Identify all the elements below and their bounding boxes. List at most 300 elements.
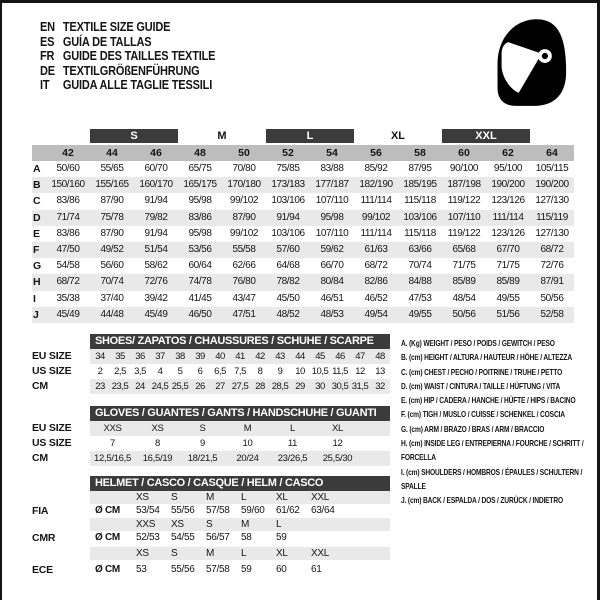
helmet-size-value: 59 [241, 564, 252, 575]
spacer [32, 518, 90, 531]
measure-value: 49/52 [100, 243, 124, 255]
measure-row-f [32, 242, 574, 258]
shoe-size-value: 6,5 [214, 366, 226, 377]
shoe-size-value: 41 [235, 351, 245, 362]
measure-value: 39/42 [144, 292, 168, 304]
textile-size-table [32, 129, 574, 323]
helmet-size-value: 55/56 [171, 564, 195, 575]
shoe-size-value: 10,5 [311, 366, 329, 377]
language-title: GUIDE DES TAILLES TEXTILE [62, 49, 216, 64]
helmet-size-value: 61/62 [276, 505, 300, 516]
measure-value: 79/82 [144, 211, 168, 223]
measure-value: 53/56 [188, 243, 212, 255]
measure-value: 71/74 [56, 211, 80, 223]
diameter-unit-label: Ø CM [95, 564, 120, 575]
numeric-size: 58 [414, 147, 426, 159]
measure-value: 190/200 [535, 179, 569, 191]
measure-value: 85/92 [364, 163, 388, 174]
measure-value: 72/76 [144, 276, 168, 288]
measure-value: 68/72 [540, 243, 564, 255]
glove-size-value: 12 [332, 438, 343, 449]
values-strip [90, 531, 390, 545]
language-title: GUIDA ALLE TAGLIE TESSILI [62, 78, 213, 93]
measure-value: 57/60 [276, 243, 300, 255]
measure-value: 44/48 [100, 308, 124, 320]
values-strip [90, 421, 390, 436]
sizes-strip [90, 518, 390, 531]
helmet-size-label: XS [171, 519, 184, 530]
shoe-size-value: 28 [255, 381, 265, 392]
helmet-size-value: 52/53 [136, 532, 160, 543]
helmet-size-value: 57/58 [206, 564, 230, 575]
measure-value: 177/187 [315, 179, 349, 191]
measure-value: 41/45 [188, 292, 212, 304]
measure-value: 75/78 [100, 211, 124, 223]
measure-value: 95/100 [493, 163, 523, 174]
size-col-spacer [46, 129, 90, 143]
measure-value: 90/100 [449, 163, 479, 174]
row-label: CM [32, 452, 48, 464]
measure-value: 50/56 [540, 292, 564, 304]
measure-value: 170/180 [227, 179, 261, 191]
shoe-size-value: 8 [257, 366, 263, 377]
shoes-size-table [32, 334, 390, 394]
corner-cell [32, 129, 46, 143]
measure-value: 62/66 [232, 260, 256, 272]
measure-value: 83/86 [188, 211, 212, 223]
language-code: DE [40, 63, 55, 78]
shoe-size-value: 38 [175, 351, 185, 362]
measure-value: 46/50 [188, 308, 212, 320]
glove-size-value: 12,5/16,5 [94, 453, 131, 464]
measure-value: 87/95 [408, 163, 432, 174]
helmet-size-value [311, 531, 346, 545]
shoe-size-value: 28,5 [271, 381, 289, 392]
numeric-size: 44 [106, 147, 118, 159]
values-strip [90, 451, 390, 466]
measure-value: 119/122 [447, 195, 481, 207]
measure-value: 60/64 [188, 260, 212, 272]
shoe-size-value: 30 [315, 381, 325, 392]
helmet-size-letters-row [32, 547, 390, 560]
shoe-size-value: 43 [275, 351, 285, 362]
measure-value: 58/62 [144, 260, 168, 272]
numeric-size: 52 [282, 147, 294, 159]
shoe-size-value: 2 [97, 366, 103, 377]
shoe-size-value: 39 [195, 351, 205, 362]
shoe-size-value: 44 [295, 351, 305, 362]
glove-size-value: 23/26,5 [277, 453, 308, 464]
measure-value: 91/94 [144, 227, 168, 239]
standard-label: FIA [32, 505, 49, 517]
measure-value: 84/88 [408, 276, 432, 288]
shoe-size-value: 23 [95, 381, 105, 392]
measure-value: 103/106 [271, 195, 305, 207]
shoe-size-value: 27,5 [231, 381, 249, 392]
shoe-size-value: 29 [295, 381, 305, 392]
shoe-size-value: 42 [255, 351, 265, 362]
standard-label: ECE [32, 564, 53, 576]
measure-value: 49/55 [408, 308, 432, 320]
values-strip [90, 379, 390, 394]
shoe-size-value: 34 [95, 351, 105, 362]
glove-size-value: XL [331, 423, 344, 434]
measure-value: 50/60 [56, 163, 80, 174]
diameter-unit-label: Ø CM [95, 532, 120, 543]
racing-helmet-icon [490, 16, 572, 114]
measure-value: 119/122 [447, 227, 481, 239]
numeric-size: 60 [458, 147, 470, 159]
shoe-size-value: 9 [277, 366, 283, 377]
shoe-size-value: 48 [375, 351, 385, 362]
numeric-size-row [32, 145, 574, 161]
helmet-size-value: 55/56 [171, 505, 195, 516]
language-code: EN [40, 20, 55, 34]
shoes-table-title: SHOES/ ZAPATOS / CHAUSSURES / SCHUHE / SCARPE [90, 334, 390, 349]
helmet-size-label: L [276, 519, 282, 530]
language-code: FR [40, 49, 55, 64]
measure-value: 65/75 [188, 163, 212, 174]
numeric-size: 48 [194, 147, 206, 159]
measure-value: 187/198 [447, 179, 481, 191]
shoe-size-value: 31,5 [351, 381, 369, 392]
legend-item: F. (cm) TIGH / MUSLO / CUISSE / SCHENKEL / COSCIA [401, 409, 565, 420]
glove-size-value: 20/24 [236, 453, 259, 464]
spacer [32, 476, 90, 491]
size-row [32, 421, 390, 436]
helmet-size-value: 59/60 [241, 505, 265, 516]
helmet-size-value: 63/64 [311, 505, 335, 516]
numeric-size: 62 [502, 147, 514, 159]
helmet-size-label: XS [136, 548, 149, 559]
measure-value: 63/66 [408, 243, 432, 255]
legend-item: G. (cm) ARM / BRAZO / BRAS / ARM / BRACCIO [401, 423, 545, 434]
measure-value: 99/102 [361, 211, 391, 223]
helmet-size-value: 53/54 [136, 505, 160, 516]
row-letter: B [33, 179, 41, 192]
measure-value: 150/160 [51, 179, 85, 191]
helmet-standard-row-cmr [32, 531, 390, 545]
measure-row-b [32, 177, 574, 193]
helmet-size-label: L [241, 548, 247, 559]
gloves-size-table [32, 406, 390, 466]
size-row [32, 349, 390, 364]
measure-row-e [32, 226, 574, 242]
diameter-unit-label: Ø CM [95, 505, 120, 516]
measure-value: 70/74 [100, 276, 124, 288]
measure-value: 173/183 [271, 179, 305, 191]
measure-value: 95/98 [188, 195, 212, 207]
shoe-size-value: 35 [115, 351, 125, 362]
row-letter: A [33, 163, 41, 175]
measure-value: 76/80 [232, 276, 256, 288]
measure-value: 99/102 [229, 195, 259, 207]
helmet-size-label: S [206, 519, 213, 530]
measure-value: 85/89 [452, 276, 476, 288]
measure-value: 61/63 [364, 243, 388, 255]
legend-item: H. (cm) INSIDE LEG / ENTREPIERNA / FOURCHE / SCHRITT / FORCELLA [401, 438, 584, 463]
helmet-header-row [32, 476, 390, 491]
row-label: US SIZE [32, 365, 72, 377]
glove-size-value: 18/21,5 [187, 453, 218, 464]
measure-value: 105/115 [535, 163, 569, 174]
measure-value: 66/70 [320, 260, 344, 272]
row-letter: J [33, 308, 39, 321]
shoe-size-value: 24 [135, 381, 145, 392]
values-strip [90, 349, 390, 364]
measure-row-g [32, 258, 574, 274]
language-row [40, 49, 215, 64]
size-group-m: M [217, 130, 227, 142]
shoe-size-value: 10 [295, 366, 305, 377]
size-row [32, 364, 390, 379]
glove-size-value: S [199, 423, 206, 434]
shoe-size-value: 46 [335, 351, 345, 362]
helmet-size-label: S [171, 492, 178, 503]
values-strip [90, 504, 390, 518]
shoe-size-value: 37 [155, 351, 165, 362]
measure-row-c [32, 193, 574, 209]
measure-value: 37/40 [100, 292, 124, 304]
measure-value: 45/49 [144, 308, 168, 320]
helmet-size-value: 54/55 [171, 532, 195, 543]
measure-value: 190/200 [491, 179, 525, 191]
measure-value: 70/74 [408, 260, 432, 272]
helmet-size-label: XXL [311, 492, 330, 503]
size-group-s: S [90, 129, 178, 143]
measure-value: 52/58 [540, 308, 564, 320]
size-group-row [32, 129, 574, 143]
helmet-standard-row-ece [32, 563, 390, 577]
measure-row-d [32, 210, 574, 226]
helmet-table-title: HELMET / CASCO / CASQUE / HELM / CASCO [90, 476, 390, 491]
shoe-size-value: 26 [195, 381, 205, 392]
glove-size-value: 9 [200, 438, 205, 449]
measure-value: 155/165 [95, 179, 129, 191]
glove-size-value: 7 [110, 438, 115, 449]
legend-item: B. (cm) HEIGHT / ALTURA / HAUTEUR / HÖHE / ALTEZZA [401, 352, 572, 363]
shoe-size-value: 36 [135, 351, 145, 362]
measure-value: 160/170 [139, 179, 173, 191]
helmet-size-label: S [171, 548, 178, 559]
shoe-size-value: 11,5 [332, 366, 348, 377]
measure-value: 65/68 [452, 243, 476, 255]
size-row [32, 451, 390, 466]
accessory-tables [32, 334, 390, 577]
shoe-size-value: 6 [197, 366, 203, 377]
measure-value: 51/56 [496, 308, 520, 320]
shoe-size-value: 4 [157, 366, 163, 377]
measure-value: 87/91 [540, 276, 564, 288]
legend-item: A. (Kg) WEIGHT / PESO / POIDS / GEWITCH / PESO [401, 338, 555, 348]
measure-value: 74/78 [188, 276, 212, 288]
gloves-table-title: GLOVES / GUANTES / GANTS / HANDSCHUHE / GUANTI [90, 406, 390, 421]
measure-value: 50/56 [452, 308, 476, 320]
size-col-spacer [530, 129, 574, 143]
spacer [32, 547, 90, 560]
measure-value: 45/49 [56, 308, 80, 320]
legend-item: E. (cm) HIP / CADERA / HANCHE / HÜFTE / HIPS / BACINO [401, 395, 576, 406]
measure-value: 83/86 [56, 227, 80, 239]
helmet-size-label: XL [276, 492, 288, 503]
measure-value: 127/130 [535, 227, 569, 239]
shoe-size-value: 40 [215, 351, 225, 362]
measure-value: 83/86 [56, 195, 80, 207]
measure-value: 78/82 [276, 276, 300, 288]
glove-size-value: M [243, 423, 252, 434]
measure-row-j [32, 307, 574, 323]
glove-size-value: XS [151, 423, 164, 434]
row-letter: I [33, 292, 36, 305]
row-label: CM [32, 380, 48, 392]
measure-value: 82/86 [364, 276, 388, 288]
language-title-block [40, 20, 215, 93]
shoe-size-value: 45 [315, 351, 325, 362]
measure-value: 54/58 [56, 260, 80, 272]
numeric-size: 56 [370, 147, 382, 159]
spacer [32, 334, 90, 349]
legend-item: C. (cm) CHEST / PECHO / POITRINE / TRUHE / PETTO [401, 366, 563, 377]
size-group-xl: XL [390, 130, 406, 142]
helmet-size-label: XL [276, 548, 288, 559]
row-label: EU SIZE [32, 350, 72, 362]
helmet-size-label: M [206, 492, 215, 503]
measure-value: 70/80 [232, 163, 256, 174]
spacer [32, 406, 90, 421]
measure-row-i [32, 291, 574, 307]
spacer [32, 491, 90, 504]
spacer [90, 547, 136, 561]
helmet-size-label: XXL [311, 548, 330, 559]
shoe-size-value: 3,5 [134, 366, 146, 377]
measure-value: 71/75 [452, 260, 476, 272]
measure-value: 47/50 [56, 243, 80, 255]
measure-value: 35/38 [56, 292, 80, 304]
helmet-standard-row-fia [32, 504, 390, 518]
measure-value: 87/90 [232, 211, 256, 223]
measure-value: 111/114 [360, 195, 392, 207]
helmet-size-label: L [241, 492, 247, 503]
shoe-size-value: 12 [355, 366, 365, 377]
helmet-size-value: 59 [276, 532, 287, 543]
numeric-size: 54 [326, 147, 338, 159]
measure-row-a [32, 161, 574, 177]
measure-value: 45/50 [276, 292, 300, 304]
helmet-size-value: 61 [311, 564, 322, 575]
glove-size-value: 10 [242, 438, 253, 449]
language-title: TEXTILE SIZE GUIDE [62, 20, 171, 34]
size-group-xxl: XXL [442, 129, 530, 143]
helmet-size-label: M [241, 519, 250, 530]
shoe-size-value: 2,5 [114, 366, 126, 377]
measure-value: 55/58 [232, 243, 256, 255]
measure-value: 46/52 [364, 292, 388, 304]
measure-value: 87/90 [100, 227, 124, 239]
shoe-size-value: 32 [375, 381, 385, 392]
shoe-size-value: 23,5 [111, 381, 129, 392]
measure-value: 85/89 [496, 276, 520, 288]
measure-value: 185/195 [403, 179, 437, 191]
measure-value: 68/72 [56, 276, 80, 288]
helmet-size-label: M [206, 548, 215, 559]
measure-value: 91/94 [144, 195, 168, 207]
shoe-size-value: 25,5 [171, 381, 189, 392]
glove-size-value: 11 [287, 438, 298, 449]
helmet-size-value: 57/58 [206, 505, 230, 516]
language-title: TEXTILGRÖßENFÜHRUNG [62, 63, 200, 78]
numeric-size: 46 [150, 147, 162, 159]
measure-value: 83/88 [320, 163, 344, 174]
measure-value: 99/102 [229, 227, 259, 239]
measure-value: 80/84 [320, 276, 344, 288]
glove-size-value: L [290, 423, 295, 434]
row-letter: E [33, 227, 41, 240]
measure-value: 107/110 [447, 211, 481, 223]
measure-value: 127/130 [535, 195, 569, 207]
language-title: GUÍA DE TALLAS [62, 34, 152, 49]
numeric-size: 64 [546, 147, 558, 159]
language-code: IT [40, 78, 50, 93]
helmet-size-value: 53 [136, 564, 147, 575]
measure-value: 95/98 [320, 211, 344, 223]
helmet-size-label: XS [136, 492, 149, 503]
shoe-size-value: 47 [355, 351, 365, 362]
measure-value: 49/54 [364, 308, 388, 320]
row-letter: C [33, 195, 41, 208]
glove-size-value: 16,5/19 [142, 453, 173, 464]
gloves-header-row [32, 406, 390, 421]
measure-value: 182/190 [359, 179, 393, 191]
helmet-size-letters-row [32, 491, 390, 504]
helmet-size-table [32, 476, 390, 577]
shoe-size-value: 5 [177, 366, 183, 377]
measure-value: 95/98 [188, 227, 212, 239]
measure-value: 75/85 [276, 163, 300, 174]
values-strip [90, 364, 390, 379]
measure-value: 87/90 [100, 195, 124, 207]
spacer [90, 491, 136, 505]
measure-value: 103/106 [403, 211, 437, 223]
glove-size-value: XXS [103, 423, 122, 434]
measure-value: 43/47 [232, 292, 256, 304]
measure-value: 47/53 [408, 292, 432, 304]
glove-size-value: 8 [155, 438, 160, 449]
language-row [40, 20, 215, 35]
measurement-legend [401, 336, 598, 508]
size-row [32, 436, 390, 451]
shoes-header-row [32, 334, 390, 349]
standard-label: CMR [32, 532, 56, 544]
measure-value: 46/51 [320, 292, 344, 304]
language-row [40, 64, 215, 79]
values-strip [90, 436, 390, 451]
measure-value: 115/118 [404, 227, 436, 239]
measure-value: 59/62 [320, 243, 344, 255]
helmet-size-value: 60 [276, 564, 287, 575]
spacer [90, 518, 136, 532]
shoe-size-value: 30,5 [331, 381, 349, 392]
measure-value: 103/106 [271, 227, 305, 239]
measure-value: 67/70 [496, 243, 520, 255]
measure-value: 111/114 [492, 211, 524, 223]
measure-value: 48/53 [320, 308, 344, 320]
numeric-size: 42 [62, 147, 74, 159]
measure-value: 49/55 [496, 292, 520, 304]
shoe-size-value: 24,5 [151, 381, 169, 392]
legend-item: I. (cm) SHOULDERS / HOMBROS / ÉPAULES / SCHULTERN / SPALLE [401, 466, 583, 491]
row-label: US SIZE [32, 437, 72, 449]
row-letter: D [33, 211, 41, 224]
